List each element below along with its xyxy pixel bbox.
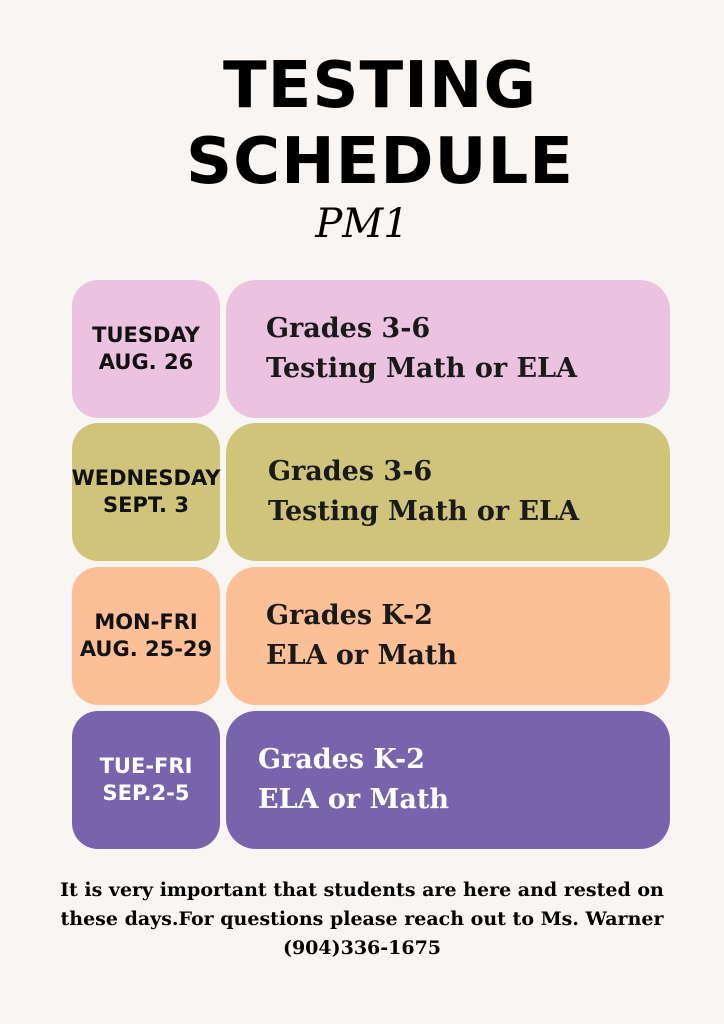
schedule-info-cell — [226, 423, 670, 561]
schedule-date: SEPT. 3 — [103, 493, 189, 517]
schedule-row — [72, 423, 670, 561]
schedule-day: MON-FRI — [94, 610, 198, 634]
schedule-subjects: ELA or Math — [258, 784, 450, 815]
schedule-subjects: Testing Math or ELA — [266, 353, 578, 384]
schedule-grades: Grades 3-6 — [268, 456, 433, 487]
footer-line-2: these days.For questions please reach out to Ms. Warner — [60, 908, 664, 930]
schedule-subjects: ELA or Math — [266, 640, 458, 671]
schedule-row — [72, 567, 670, 705]
footer-phone: (904)336-1675 — [282, 937, 442, 959]
schedule-grades: Grades K-2 — [258, 744, 425, 775]
schedule-info-cell — [226, 280, 670, 418]
schedule-date: AUG. 25-29 — [79, 637, 213, 661]
schedule-date-cell — [72, 280, 220, 418]
schedule-day: TUE-FRI — [99, 754, 193, 778]
schedule-day: WEDNESDAY — [71, 466, 221, 490]
schedule-info-cell — [226, 711, 670, 849]
title-line-1: TESTING — [222, 49, 538, 123]
subtitle: PM1 — [315, 201, 409, 247]
schedule-date-cell — [72, 567, 220, 705]
schedule-grades: Grades 3-6 — [266, 313, 431, 344]
schedule-info-cell — [226, 567, 670, 705]
schedule-day: TUESDAY — [92, 323, 200, 347]
schedule-date: SEP.2-5 — [102, 781, 190, 805]
title-line-2: SCHEDULE — [186, 125, 574, 199]
footer-note — [20, 876, 704, 963]
schedule-grades: Grades K-2 — [266, 600, 433, 631]
schedule-date: AUG. 26 — [98, 350, 194, 374]
schedule-date-cell — [72, 423, 220, 561]
schedule-date-cell — [72, 711, 220, 849]
schedule-subjects: Testing Math or ELA — [268, 496, 580, 527]
footer-line-1: It is very important that students are here and rested on — [60, 879, 664, 901]
schedule-row — [72, 711, 670, 849]
schedule-row — [72, 280, 670, 418]
